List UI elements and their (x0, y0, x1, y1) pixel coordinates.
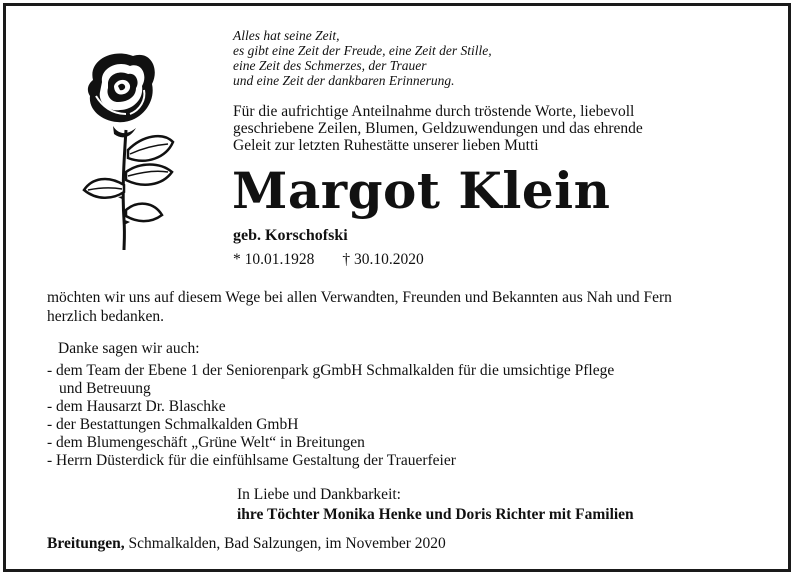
mourners: ihre Töchter Monika Henke und Doris Richter mit Familien (237, 506, 634, 523)
footer-rest: Schmalkalden, Bad Salzungen, im November 2020 (124, 535, 446, 552)
list-item: - der Bestattungen Schmalkalden GmbH (47, 416, 299, 433)
birth-name: geb. Korschofski (233, 227, 348, 244)
rose-icon (78, 50, 188, 260)
intro-line: Geleit zur letzten Ruhestätte unserer lieben Mutti (233, 137, 539, 154)
intro-text (233, 103, 643, 154)
list-item: - dem Team der Ebene 1 der Seniorenpark gGmbH Schmalkalden für die umsichtige Pflege (47, 362, 615, 379)
footer-place-date (47, 535, 446, 553)
poem-line: Alles hat seine Zeit, (233, 28, 340, 43)
poem-line: und eine Zeit der dankbaren Erinnerung. (233, 73, 455, 88)
death-date: † 30.10.2020 (342, 251, 424, 268)
also-heading: Danke sagen wir auch: (58, 340, 200, 357)
list-item: - Herrn Düsterdick für die einfühlsame Gestaltung der Trauerfeier (47, 452, 456, 469)
list-item-continuation: und Betreuung (59, 380, 151, 397)
closing-line: In Liebe und Dankbarkeit: (237, 486, 401, 503)
closing-signature (237, 485, 634, 525)
intro-line: Für die aufrichtige Anteilnahme durch tröstende Worte, liebevoll (233, 103, 635, 120)
life-dates (233, 251, 424, 269)
thanks-text (47, 288, 672, 326)
poem (233, 28, 492, 88)
thanks-line: herzlich bedanken. (47, 308, 165, 325)
poem-line: es gibt eine Zeit der Freude, eine Zeit der Stille, (233, 43, 492, 58)
intro-line: geschriebene Zeilen, Blumen, Geldzuwendungen und das ehrende (233, 120, 643, 137)
footer-place: Breitungen, (47, 535, 125, 552)
list-item: - dem Hausarzt Dr. Blaschke (47, 398, 226, 415)
thanks-list (47, 362, 614, 470)
thanks-line: möchten wir uns auf diesem Wege bei allen Verwandten, Freunden und Bekannten aus Nah und Fern (47, 289, 672, 306)
list-item: - dem Blumengeschäft „Grüne Welt“ in Breitungen (47, 434, 365, 451)
deceased-name: Margot Klein (232, 161, 611, 220)
poem-line: eine Zeit des Schmerzes, der Trauer (233, 58, 427, 73)
birth-date: * 10.01.1928 (233, 251, 315, 268)
